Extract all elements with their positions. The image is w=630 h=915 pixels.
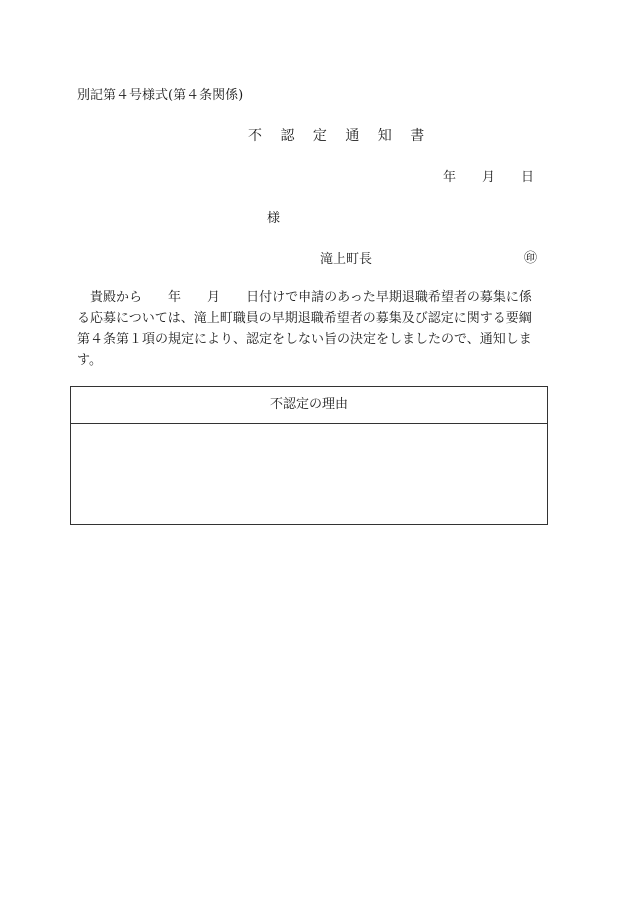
sender-title: 滝上町長 xyxy=(320,252,373,267)
form-number: 別記第４号様式(第４条関係) xyxy=(77,88,244,103)
notice-body xyxy=(77,287,555,371)
addressee-honorific: 様 xyxy=(267,211,281,226)
date-day-label: 日 xyxy=(521,170,535,185)
seal-mark: ㊞ xyxy=(524,251,538,266)
date-year-label: 年 xyxy=(443,170,457,185)
body-line-4: す。 xyxy=(77,353,102,368)
date-line xyxy=(443,166,534,185)
body-line-1: 貴殿から 年 月 日付けで申請のあった早期退職希望者の募集に係 xyxy=(90,290,532,305)
reason-table-header: 不認定の理由 xyxy=(71,387,547,424)
body-line-2: る応募については、滝上町職員の早期退職希望者の募集及び認定に関する要綱 xyxy=(77,311,532,326)
document-title: 不 認 定 通 知 書 xyxy=(248,128,432,144)
date-month-label: 月 xyxy=(482,170,496,185)
reason-table xyxy=(70,386,548,525)
body-line-3: 第４条第１項の規定により、認定をしない旨の決定をしましたので、通知しま xyxy=(77,332,532,347)
